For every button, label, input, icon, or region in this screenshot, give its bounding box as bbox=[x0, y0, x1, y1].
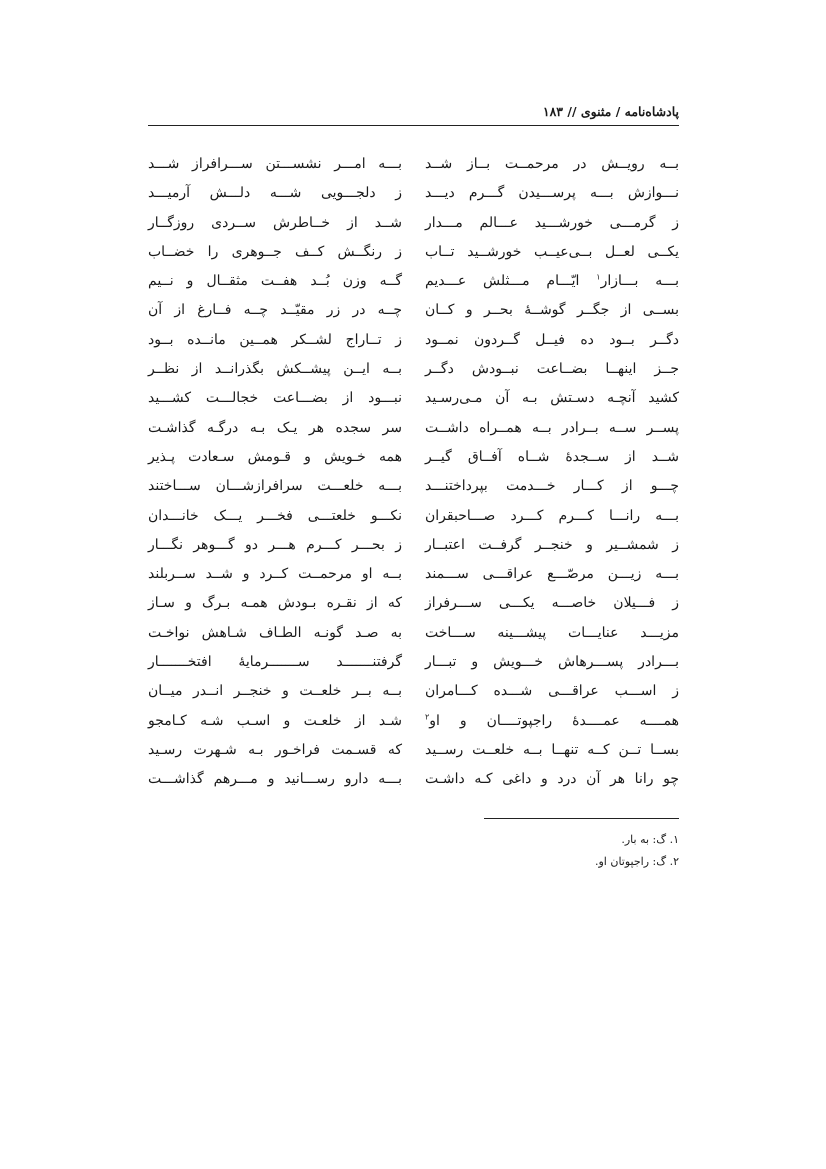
verse-text: ز رنگــش کــف جــوهری را خضــاب bbox=[148, 243, 402, 260]
verse-text: شــد از خــاطرش ســردی روزگــار bbox=[148, 214, 402, 231]
verse-text: که قسـمت فراخـور بـه شـهرت رسـید bbox=[148, 741, 402, 758]
verse-text: کشید آنچـه دسـتش بـه آن مـی‌رسـید bbox=[425, 390, 679, 407]
running-head: پادشاه‌نامه / مثنوی // ۱۸۳ bbox=[542, 104, 679, 119]
verse-line bbox=[425, 179, 679, 208]
verse-text: یکــی لعــل بــی‌عیــب خورشــید تــاب bbox=[425, 243, 679, 260]
verse-text: چـــو از کـــار خـــدمت بپرداختنـــد bbox=[425, 478, 679, 495]
verse-line bbox=[425, 326, 679, 355]
verse-text: دگــر بــود ده فیــل گــردون نمــود bbox=[425, 331, 679, 348]
verse-text: همــــه عمــــدهٔ راجپوتــــان و او bbox=[429, 712, 679, 729]
verse-text: بـــه خلعـــت سرافرازشـــان ســـاختند bbox=[148, 478, 402, 495]
footnote-marker: ۲ bbox=[425, 711, 430, 721]
verse-line bbox=[425, 296, 679, 325]
verse-line bbox=[425, 765, 679, 794]
verse-text: پســر ســه بــرادر بــه همــراه داشــت bbox=[425, 419, 679, 436]
verse-line bbox=[148, 707, 402, 736]
verse-text: بـــه امـــر نشســـتن ســـرافراز شـــد bbox=[148, 156, 402, 172]
verse-line bbox=[148, 560, 402, 589]
verse-line bbox=[148, 296, 402, 325]
verse-line bbox=[425, 619, 679, 648]
verse-line bbox=[148, 619, 402, 648]
verse-text: ز دلجـــویی شـــه دلـــش آرمیـــد bbox=[148, 185, 402, 202]
verse-text: نـــوازش بـــه پرســـیدن گـــرم دیـــد bbox=[425, 185, 679, 202]
verse-line bbox=[425, 472, 679, 501]
verse-line bbox=[148, 414, 402, 443]
verse-line bbox=[148, 326, 402, 355]
verse-line bbox=[425, 589, 679, 618]
verse-text: بســی از جگــر گوشــهٔ بحــر و کــان bbox=[425, 302, 679, 319]
verse-line bbox=[425, 355, 679, 384]
footnote-marker: ۱ bbox=[596, 272, 601, 282]
footnotes bbox=[484, 829, 679, 873]
verse-text-continued: ایّـــام مـــثلش عـــدیم bbox=[425, 273, 597, 290]
footnote: ۱. گ: به بار. bbox=[621, 833, 679, 846]
verse-line bbox=[148, 238, 402, 267]
verse-line bbox=[148, 150, 402, 179]
verse-line bbox=[148, 179, 402, 208]
verse-text: نبـــود از بضـــاعت خجالـــت کشـــید bbox=[148, 390, 402, 407]
verse-text: سر سجده هر یـک بـه درگـه گذاشـت bbox=[148, 419, 402, 436]
verse-column-left bbox=[148, 150, 402, 795]
verse-text: ز اســـب عراقـــی شـــده کـــامران bbox=[425, 683, 679, 700]
verse-text: بـــه زیـــن مرصّـــع عراقـــی ســـمند bbox=[425, 566, 679, 583]
verse-line bbox=[148, 355, 402, 384]
verse-text: بــه رویــش در مرحمــت بــاز شــد bbox=[425, 156, 679, 172]
verse-text: همه خـویش و قـومش سـعادت پـذیر bbox=[148, 448, 402, 465]
verse-line bbox=[425, 560, 679, 589]
footnote-rule bbox=[484, 818, 679, 819]
verse-text: چو رانا هر آن درد و داغی کـه داشـت bbox=[425, 771, 679, 788]
verse-line bbox=[425, 531, 679, 560]
verse-text: ز تــاراج لشــکر همــین مانــده بــود bbox=[148, 331, 402, 348]
verse-line bbox=[148, 677, 402, 706]
footnote: ۲. گ: راجپوتان او. bbox=[595, 855, 679, 868]
verse-line bbox=[148, 589, 402, 618]
header-rule bbox=[148, 125, 679, 126]
verse-text: ز شمشــیر و خنجــر گرفــت اعتبــار bbox=[425, 536, 679, 553]
verse-text: که از نقـره بـودش همـه بـرگ و سـاز bbox=[148, 595, 402, 612]
verse-line bbox=[148, 736, 402, 765]
verse-line bbox=[148, 531, 402, 560]
verse-line bbox=[148, 209, 402, 238]
verse-line bbox=[425, 238, 679, 267]
verse-text: مزیـــد عنایـــات پیشـــینه ســـاخت bbox=[425, 624, 679, 641]
verse-text: ز گرمـــی خورشـــید عـــالم مـــدار bbox=[425, 214, 679, 231]
verse-text: شـد از خلعـت و اسـب شـه کـامجو bbox=[148, 712, 402, 729]
verse-line bbox=[425, 707, 679, 736]
verse-line bbox=[425, 443, 679, 472]
verse-line bbox=[425, 267, 679, 296]
verse-text: گرفتنـــــــد ســـــــرمایهٔ افتخـــــــار bbox=[148, 654, 402, 671]
verse-text: بــه ایــن پیشــکش بگذرانــد از نظــر bbox=[148, 361, 402, 378]
verse-text: بـــرادر پســـرهاش خـــویش و تبـــار bbox=[425, 654, 679, 671]
verse-text: ز بحـــر کـــرم هـــر دو گـــوهر نگـــار bbox=[148, 536, 402, 553]
verse-text: بســا تــن کــه تنهــا بــه خلعــت رســید bbox=[425, 741, 679, 758]
verse-line bbox=[148, 472, 402, 501]
verse-text: گــه وزن بُــد هفــت مثقــال و نــیم bbox=[148, 273, 402, 290]
verse-text: بــه او مرحمــت کــرد و شــد ســربلند bbox=[148, 566, 402, 583]
verse-text: بـــه رانـــا کـــرم کـــرد صـــاحبقران bbox=[425, 507, 679, 524]
verse-text: ز فـــیلان خاصـــه یکـــی ســـرفراز bbox=[425, 595, 679, 612]
verse-line bbox=[148, 384, 402, 413]
verse-text: بـــه دارو رســـانید و مـــرهم گذاشـــت bbox=[148, 771, 402, 788]
verse-line bbox=[425, 384, 679, 413]
verse-text: بــه بــر خلعــت و خنجــر انــدر میــان bbox=[148, 683, 402, 700]
verse-column-right bbox=[425, 150, 679, 795]
verse-text: نکـــو خلعتـــی فخـــر یـــک خانـــدان bbox=[148, 507, 402, 524]
verse-text: شــد از ســجدهٔ شــاه آفــاق گیــر bbox=[425, 448, 679, 465]
verse-line bbox=[425, 414, 679, 443]
verse-line bbox=[425, 736, 679, 765]
verse-line bbox=[425, 150, 679, 179]
verse-text: بـــه بـــازار bbox=[600, 273, 679, 290]
verse-line bbox=[148, 765, 402, 794]
verse-text: به صـد گونـه الطـاف شـاهش نواخـت bbox=[148, 624, 402, 641]
verse-line bbox=[425, 648, 679, 677]
verse-text: چــه در زر مقیّــد چــه فــارغ از آن bbox=[148, 302, 402, 319]
verse-text: جــز اینهــا بضــاعت نبــودش دگــر bbox=[425, 361, 679, 378]
verse-line bbox=[425, 677, 679, 706]
verse-line bbox=[148, 502, 402, 531]
verse-line bbox=[425, 209, 679, 238]
verse-line bbox=[425, 502, 679, 531]
verse-line bbox=[148, 443, 402, 472]
verse-line bbox=[148, 267, 402, 296]
verse-line bbox=[148, 648, 402, 677]
